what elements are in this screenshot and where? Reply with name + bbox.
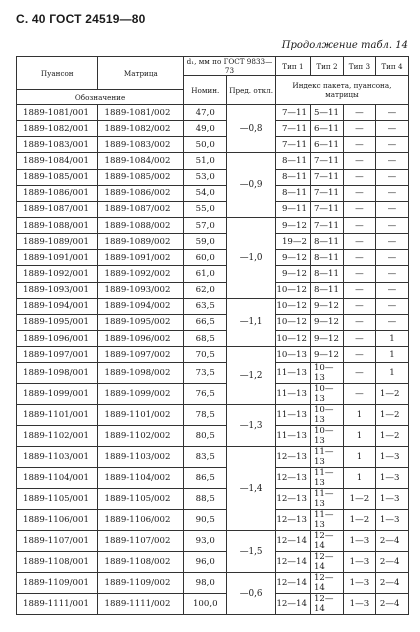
- type4-cell: 1—3: [375, 468, 408, 489]
- type4-cell: —: [375, 121, 408, 137]
- type4-cell: —: [375, 185, 408, 201]
- type3-cell: 1—3: [343, 573, 375, 594]
- type3-cell: 1—2: [343, 489, 375, 510]
- die-cell: 1889-1103/002: [98, 447, 184, 468]
- type2-cell: 8—11: [310, 250, 343, 266]
- type1-cell: 7—11: [275, 105, 310, 121]
- col-type4: Тип 4: [375, 57, 408, 76]
- die-cell: 1889-1094/002: [98, 298, 184, 314]
- nominal-cell: 66,5: [184, 314, 227, 330]
- die-cell: 1889-1088/002: [98, 217, 184, 233]
- punch-cell: 1889-1102/001: [17, 426, 98, 447]
- nominal-cell: 90,5: [184, 510, 227, 531]
- type3-cell: —: [343, 314, 375, 330]
- nominal-cell: 54,0: [184, 185, 227, 201]
- nominal-cell: 62,0: [184, 282, 227, 298]
- punch-cell: 1889-1105/001: [17, 489, 98, 510]
- punch-cell: 1889-1083/001: [17, 137, 98, 153]
- table-body: [17, 105, 409, 615]
- type4-cell: 1—3: [375, 447, 408, 468]
- nominal-cell: 73,5: [184, 363, 227, 384]
- type4-cell: 1—2: [375, 405, 408, 426]
- type1-cell: 12—13: [275, 510, 310, 531]
- nominal-cell: 47,0: [184, 105, 227, 121]
- type4-cell: 1—2: [375, 384, 408, 405]
- die-cell: 1889-1083/002: [98, 137, 184, 153]
- die-cell: 1889-1105/002: [98, 489, 184, 510]
- nominal-cell: 70,5: [184, 347, 227, 363]
- nominal-cell: 59,0: [184, 234, 227, 250]
- punch-cell: 1889-1082/001: [17, 121, 98, 137]
- punch-cell: 1889-1088/001: [17, 217, 98, 233]
- col-index: Индекс пакета, пуансона, матрицы: [275, 76, 408, 105]
- type2-cell: 7—11: [310, 169, 343, 185]
- die-cell: 1889-1093/002: [98, 282, 184, 298]
- nominal-cell: 61,0: [184, 266, 227, 282]
- type2-cell: 12—14: [310, 531, 343, 552]
- die-cell: 1889-1089/002: [98, 234, 184, 250]
- type4-cell: 2—4: [375, 594, 408, 615]
- type4-cell: 1—3: [375, 489, 408, 510]
- type3-cell: —: [343, 347, 375, 363]
- die-cell: 1889-1081/002: [98, 105, 184, 121]
- table-row: [17, 250, 409, 266]
- type1-cell: 19—2: [275, 234, 310, 250]
- table-row: [17, 314, 409, 330]
- punch-cell: 1889-1087/001: [17, 201, 98, 217]
- punch-cell: 1889-1081/001: [17, 105, 98, 121]
- die-cell: 1889-1086/002: [98, 185, 184, 201]
- die-cell: 1889-1104/002: [98, 468, 184, 489]
- type3-cell: —: [343, 298, 375, 314]
- table-row: [17, 201, 409, 217]
- type4-cell: 2—4: [375, 531, 408, 552]
- type1-cell: 7—11: [275, 121, 310, 137]
- type2-cell: 5—11: [310, 105, 343, 121]
- nominal-cell: 83,5: [184, 447, 227, 468]
- die-cell: 1889-1101/002: [98, 405, 184, 426]
- type1-cell: 8—11: [275, 153, 310, 169]
- table-row: [17, 347, 409, 363]
- type3-cell: 1: [343, 447, 375, 468]
- nominal-cell: 57,0: [184, 217, 227, 233]
- nominal-cell: 80,5: [184, 426, 227, 447]
- nominal-cell: 88,5: [184, 489, 227, 510]
- header-row-1: [17, 57, 409, 76]
- type4-cell: —: [375, 266, 408, 282]
- type4-cell: 1: [375, 363, 408, 384]
- type4-cell: —: [375, 217, 408, 233]
- punch-cell: 1889-1099/001: [17, 384, 98, 405]
- nominal-cell: 78,5: [184, 405, 227, 426]
- type2-cell: 7—11: [310, 153, 343, 169]
- type2-cell: 10—13: [310, 363, 343, 384]
- type4-cell: —: [375, 298, 408, 314]
- type4-cell: —: [375, 250, 408, 266]
- punch-cell: 1889-1089/001: [17, 234, 98, 250]
- table-continuation-caption: Продолжение табл. 14: [281, 40, 408, 51]
- punch-cell: 1889-1094/001: [17, 298, 98, 314]
- die-cell: 1889-1111/002: [98, 594, 184, 615]
- punch-cell: 1889-1109/001: [17, 573, 98, 594]
- type3-cell: 1—2: [343, 510, 375, 531]
- nominal-cell: 50,0: [184, 137, 227, 153]
- table-row: [17, 137, 409, 153]
- table-row: [17, 573, 409, 594]
- gost-table: [16, 56, 409, 615]
- type1-cell: 10—12: [275, 298, 310, 314]
- type2-cell: 10—13: [310, 384, 343, 405]
- table-row: [17, 405, 409, 426]
- type3-cell: 1—3: [343, 594, 375, 615]
- punch-cell: 1889-1098/001: [17, 363, 98, 384]
- col-d1: d₁, мм по ГОСТ 9833—73: [184, 57, 276, 76]
- nominal-cell: 98,0: [184, 573, 227, 594]
- type2-cell: 9—12: [310, 298, 343, 314]
- type3-cell: 1: [343, 468, 375, 489]
- table-row: [17, 105, 409, 121]
- type2-cell: 12—14: [310, 594, 343, 615]
- punch-cell: 1889-1084/001: [17, 153, 98, 169]
- die-cell: 1889-1106/002: [98, 510, 184, 531]
- nominal-cell: 53,0: [184, 169, 227, 185]
- table-row: [17, 282, 409, 298]
- type3-cell: —: [343, 384, 375, 405]
- type2-cell: 12—14: [310, 573, 343, 594]
- type3-cell: 1: [343, 426, 375, 447]
- table-row: [17, 384, 409, 405]
- col-die: Матрица: [98, 57, 184, 90]
- table-row: [17, 594, 409, 615]
- table-row: [17, 489, 409, 510]
- type3-cell: —: [343, 330, 375, 346]
- table-row: [17, 426, 409, 447]
- type4-cell: —: [375, 282, 408, 298]
- type1-cell: 11—13: [275, 363, 310, 384]
- type4-cell: —: [375, 201, 408, 217]
- type2-cell: 9—12: [310, 347, 343, 363]
- table-row: [17, 153, 409, 169]
- punch-cell: 1889-1107/001: [17, 531, 98, 552]
- type1-cell: 9—12: [275, 217, 310, 233]
- type4-cell: —: [375, 314, 408, 330]
- nominal-cell: 55,0: [184, 201, 227, 217]
- type2-cell: 6—11: [310, 121, 343, 137]
- type4-cell: —: [375, 137, 408, 153]
- type4-cell: 2—4: [375, 573, 408, 594]
- type2-cell: 11—13: [310, 489, 343, 510]
- type3-cell: 1—3: [343, 552, 375, 573]
- die-cell: 1889-1087/002: [98, 201, 184, 217]
- die-cell: 1889-1096/002: [98, 330, 184, 346]
- nominal-cell: 60,0: [184, 250, 227, 266]
- punch-cell: 1889-1097/001: [17, 347, 98, 363]
- type2-cell: 8—11: [310, 234, 343, 250]
- punch-cell: 1889-1111/001: [17, 594, 98, 615]
- type1-cell: 12—14: [275, 573, 310, 594]
- type4-cell: —: [375, 153, 408, 169]
- type1-cell: 9—12: [275, 266, 310, 282]
- type1-cell: 12—13: [275, 489, 310, 510]
- punch-cell: 1889-1108/001: [17, 552, 98, 573]
- type1-cell: 7—11: [275, 137, 310, 153]
- col-designation: Обозначение: [17, 90, 184, 105]
- punch-cell: 1889-1101/001: [17, 405, 98, 426]
- type2-cell: 11—13: [310, 510, 343, 531]
- type3-cell: —: [343, 121, 375, 137]
- die-cell: 1889-1082/002: [98, 121, 184, 137]
- die-cell: 1889-1091/002: [98, 250, 184, 266]
- table-row: [17, 185, 409, 201]
- die-cell: 1889-1095/002: [98, 314, 184, 330]
- punch-cell: 1889-1096/001: [17, 330, 98, 346]
- type2-cell: 9—12: [310, 330, 343, 346]
- type1-cell: 11—13: [275, 405, 310, 426]
- type1-cell: 12—13: [275, 468, 310, 489]
- type1-cell: 12—14: [275, 594, 310, 615]
- punch-cell: 1889-1106/001: [17, 510, 98, 531]
- type2-cell: 7—11: [310, 201, 343, 217]
- type1-cell: 10—12: [275, 314, 310, 330]
- punch-cell: 1889-1092/001: [17, 266, 98, 282]
- type3-cell: —: [343, 250, 375, 266]
- table-row: [17, 234, 409, 250]
- type3-cell: —: [343, 169, 375, 185]
- type3-cell: —: [343, 137, 375, 153]
- type1-cell: 12—14: [275, 531, 310, 552]
- punch-cell: 1889-1104/001: [17, 468, 98, 489]
- table-row: [17, 447, 409, 468]
- col-punch: Пуансон: [17, 57, 98, 90]
- type2-cell: 8—11: [310, 282, 343, 298]
- type4-cell: 1—2: [375, 426, 408, 447]
- nominal-cell: 49,0: [184, 121, 227, 137]
- nominal-cell: 86,5: [184, 468, 227, 489]
- table-row: [17, 121, 409, 137]
- type1-cell: 9—11: [275, 201, 310, 217]
- die-cell: 1889-1097/002: [98, 347, 184, 363]
- table-row: [17, 266, 409, 282]
- table-row: [17, 468, 409, 489]
- type3-cell: —: [343, 153, 375, 169]
- table-row: [17, 169, 409, 185]
- die-cell: 1889-1084/002: [98, 153, 184, 169]
- type3-cell: —: [343, 266, 375, 282]
- nominal-cell: 93,0: [184, 531, 227, 552]
- die-cell: 1889-1107/002: [98, 531, 184, 552]
- punch-cell: 1889-1086/001: [17, 185, 98, 201]
- nominal-cell: 68,5: [184, 330, 227, 346]
- table-row: [17, 552, 409, 573]
- die-cell: 1889-1085/002: [98, 169, 184, 185]
- type3-cell: —: [343, 363, 375, 384]
- type2-cell: 7—11: [310, 217, 343, 233]
- tolerance-cell: —1,5: [227, 531, 275, 573]
- table-row: [17, 217, 409, 233]
- die-cell: 1889-1102/002: [98, 426, 184, 447]
- col-type1: Тип 1: [275, 57, 310, 76]
- type3-cell: 1—3: [343, 531, 375, 552]
- tolerance-cell: —0,9: [227, 153, 275, 218]
- nominal-cell: 100,0: [184, 594, 227, 615]
- col-nominal: Номин.: [184, 76, 227, 105]
- punch-cell: 1889-1103/001: [17, 447, 98, 468]
- tolerance-cell: —0,6: [227, 573, 275, 615]
- tolerance-cell: —1,4: [227, 447, 275, 531]
- type4-cell: 1—3: [375, 510, 408, 531]
- type2-cell: 11—13: [310, 447, 343, 468]
- type3-cell: —: [343, 282, 375, 298]
- punch-cell: 1889-1095/001: [17, 314, 98, 330]
- type1-cell: 11—13: [275, 426, 310, 447]
- punch-cell: 1889-1085/001: [17, 169, 98, 185]
- type4-cell: 1: [375, 347, 408, 363]
- type1-cell: 11—13: [275, 384, 310, 405]
- type2-cell: 11—13: [310, 468, 343, 489]
- type3-cell: —: [343, 185, 375, 201]
- type2-cell: 10—13: [310, 405, 343, 426]
- tolerance-cell: —1,1: [227, 298, 275, 346]
- die-cell: 1889-1092/002: [98, 266, 184, 282]
- type2-cell: 6—11: [310, 137, 343, 153]
- type4-cell: 1: [375, 330, 408, 346]
- type4-cell: —: [375, 169, 408, 185]
- tolerance-cell: —0,8: [227, 105, 275, 153]
- die-cell: 1889-1098/002: [98, 363, 184, 384]
- page-header: С. 40 ГОСТ 24519—80: [16, 12, 146, 26]
- tolerance-cell: —1,0: [227, 217, 275, 298]
- punch-cell: 1889-1091/001: [17, 250, 98, 266]
- type3-cell: —: [343, 217, 375, 233]
- col-type2: Тип 2: [310, 57, 343, 76]
- type3-cell: —: [343, 201, 375, 217]
- type1-cell: 8—11: [275, 169, 310, 185]
- type4-cell: 2—4: [375, 552, 408, 573]
- type1-cell: 8—11: [275, 185, 310, 201]
- tolerance-cell: —1,2: [227, 347, 275, 405]
- die-cell: 1889-1099/002: [98, 384, 184, 405]
- table-row: [17, 298, 409, 314]
- type1-cell: 10—12: [275, 330, 310, 346]
- punch-cell: 1889-1093/001: [17, 282, 98, 298]
- nominal-cell: 76,5: [184, 384, 227, 405]
- type1-cell: 9—12: [275, 250, 310, 266]
- type1-cell: 12—14: [275, 552, 310, 573]
- die-cell: 1889-1109/002: [98, 573, 184, 594]
- type2-cell: 7—11: [310, 185, 343, 201]
- type3-cell: —: [343, 234, 375, 250]
- tolerance-cell: —1,3: [227, 405, 275, 447]
- nominal-cell: 63,5: [184, 298, 227, 314]
- die-cell: 1889-1108/002: [98, 552, 184, 573]
- nominal-cell: 96,0: [184, 552, 227, 573]
- type2-cell: 9—12: [310, 314, 343, 330]
- type1-cell: 12—13: [275, 447, 310, 468]
- table-row: [17, 363, 409, 384]
- type2-cell: 8—11: [310, 266, 343, 282]
- type4-cell: —: [375, 234, 408, 250]
- type3-cell: 1: [343, 405, 375, 426]
- type1-cell: 10—12: [275, 282, 310, 298]
- type2-cell: 12—14: [310, 552, 343, 573]
- nominal-cell: 51,0: [184, 153, 227, 169]
- type1-cell: 10—13: [275, 347, 310, 363]
- table-row: [17, 330, 409, 346]
- type2-cell: 10—13: [310, 426, 343, 447]
- table-row: [17, 531, 409, 552]
- col-type3: Тип 3: [343, 57, 375, 76]
- table-row: [17, 510, 409, 531]
- type4-cell: —: [375, 105, 408, 121]
- type3-cell: —: [343, 105, 375, 121]
- col-tolerance: Пред. откл.: [227, 76, 275, 105]
